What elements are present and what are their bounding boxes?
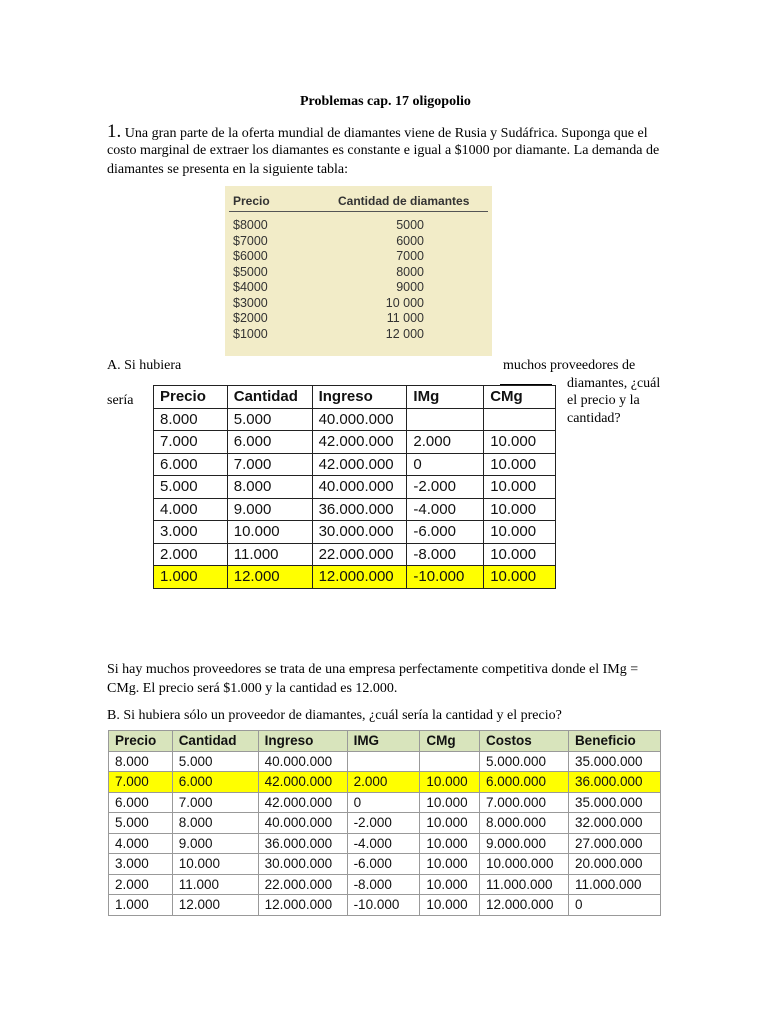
demand-header-quantity: Cantidad de diamantes [338,194,470,208]
problem-1-line-2: costo marginal de extraer los diamantes es constante e igual a $1000 por diamante. La demanda de [107,143,660,158]
table-cell: -8.000 [407,543,484,566]
table-cell: 42.000.000 [312,453,407,476]
table-header-cell: IMg [407,386,484,409]
table-cell: 0 [407,453,484,476]
question-a-part-4: el precio y la [567,393,640,408]
table-cell: 30.000.000 [312,521,407,544]
table-header-cell: IMG [347,731,420,752]
table-header-row [109,731,661,752]
table-row [154,498,556,521]
table-cell: 27.000.000 [568,833,660,854]
table-cell: -4.000 [407,498,484,521]
table-cell: 10.000 [484,521,556,544]
answer-a-line-2: CMg. El precio será $1.000 y la cantidad es 12.000. [107,681,398,696]
demand-table [225,186,492,356]
problem-1-line-3: diamantes se presenta en la siguiente tabla: [107,162,349,177]
table-cell: 2.000 [347,772,420,793]
table-cell: 40.000.000 [312,476,407,499]
table-cell: 10.000 [420,833,480,854]
table-row [154,476,556,499]
table-cell: 22.000.000 [258,874,347,895]
table-cell: 6.000 [227,431,312,454]
table-cell: -6.000 [347,854,420,875]
table-cell: 40.000.000 [312,408,407,431]
table-cell: 8.000 [154,408,228,431]
table-cell: 10.000 [484,566,556,589]
table-cell: 10.000 [484,476,556,499]
table-cell: 5.000 [227,408,312,431]
table-cell: 0 [347,792,420,813]
table-cell: 20.000.000 [568,854,660,875]
question-a-part-5: cantidad? [567,411,621,426]
table-cell: -4.000 [347,833,420,854]
table-cell: -6.000 [407,521,484,544]
table-cell: 11.000.000 [479,874,568,895]
table-cell: 5.000 [172,751,258,772]
demand-price-cell: $3000 [233,295,268,310]
table-row [109,772,661,793]
table-header-row [154,386,556,409]
table-cell: 10.000 [420,792,480,813]
table-row [109,751,661,772]
table-header-cell: CMg [484,386,556,409]
table-cell: 10.000 [420,813,480,834]
table-header-cell: Precio [109,731,173,752]
problem-1-line-1 [107,122,648,143]
table-row [154,543,556,566]
table-cell: 32.000.000 [568,813,660,834]
table-row [154,408,556,431]
demand-quantity-cell: 11 000 [386,311,424,325]
question-b: B. Si hubiera sólo un proveedor de diamantes, ¿cuál sería la cantidad y el precio? [107,708,562,723]
table-cell: 12.000.000 [479,895,568,916]
table-cell: 7.000 [172,792,258,813]
table-cell [407,408,484,431]
table-cell: 0 [568,895,660,916]
table-cell: 10.000 [484,498,556,521]
question-a-start: A. Si hubiera [107,358,182,373]
answer-a-line-1: Si hay muchos proveedores se trata de una empresa perfectamente competitiva donde el IMg = [107,662,639,677]
demand-quantity-cell: 6000 [396,233,424,248]
demand-quantity-column [386,218,424,342]
table-cell: 35.000.000 [568,751,660,772]
table-cell: 6.000.000 [479,772,568,793]
table-cell: -2.000 [407,476,484,499]
table-cell: 9.000.000 [479,833,568,854]
table-cell: 11.000.000 [568,874,660,895]
table-row [109,833,661,854]
table-cell: 3.000 [154,521,228,544]
table-cell: 11.000 [172,874,258,895]
table-cell: 8.000.000 [479,813,568,834]
table-cell: 10.000 [420,854,480,875]
demand-header-divider [229,211,488,212]
demand-quantity-cell: 5000 [396,218,424,232]
table-row [154,521,556,544]
page-title: Problemas cap. 17 oligopolio [300,94,471,109]
table-cell: 10.000 [484,431,556,454]
problem-1-text-1: Una gran parte de la oferta mundial de diamantes viene de Rusia y Sudáfrica. Suponga que el [124,126,648,141]
table-cell: 9.000 [227,498,312,521]
table-cell: 7.000.000 [479,792,568,813]
table-cell: -8.000 [347,874,420,895]
table-cell: 42.000.000 [312,431,407,454]
demand-price-cell: $2000 [233,311,268,325]
table-cell: 4.000 [109,833,173,854]
table-header-cell: Ingreso [258,731,347,752]
table-row [109,874,661,895]
table-cell: 7.000 [109,772,173,793]
demand-price-cell: $5000 [233,264,268,279]
demand-quantity-cell: 9000 [396,280,424,294]
demand-price-cell: $4000 [233,280,268,294]
table-cell: 6.000 [109,792,173,813]
table-cell: 40.000.000 [258,813,347,834]
table-row [109,792,661,813]
table-header-cell: Precio [154,386,228,409]
table-cell: 5.000 [109,813,173,834]
table-cell: 10.000.000 [479,854,568,875]
table-cell: 40.000.000 [258,751,347,772]
table-cell: 3.000 [109,854,173,875]
table-cell: 2.000 [109,874,173,895]
table-cell [347,751,420,772]
table-b [108,730,661,916]
table-cell: 5.000 [154,476,228,499]
table-cell: 35.000.000 [568,792,660,813]
table-row [109,854,661,875]
table-cell: 10.000 [420,772,480,793]
table-cell: 42.000.000 [258,772,347,793]
table-cell: 42.000.000 [258,792,347,813]
demand-price-cell: $1000 [233,326,268,341]
table-cell: 8.000 [227,476,312,499]
demand-price-cell: $7000 [233,233,268,248]
table-cell: 9.000 [172,833,258,854]
table-cell: 12.000 [172,895,258,916]
demand-price-column [233,218,268,342]
table-cell: 8.000 [109,751,173,772]
table-header-cell: Cantidad [172,731,258,752]
table-header-cell: Cantidad [227,386,312,409]
table-cell: -10.000 [407,566,484,589]
table-cell: 2.000 [407,431,484,454]
table-cell: 10.000 [172,854,258,875]
table-cell [420,751,480,772]
demand-quantity-cell: 8000 [396,264,424,279]
table-row [154,453,556,476]
table-cell: 10.000 [420,895,480,916]
table-cell: -10.000 [347,895,420,916]
table-cell: 10.000 [484,453,556,476]
table-row [109,895,661,916]
question-a-part-2: muchos proveedores de [503,358,636,373]
table-cell: 30.000.000 [258,854,347,875]
table-cell [484,408,556,431]
demand-quantity-cell: 7000 [396,249,424,263]
table-cell: 12.000.000 [258,895,347,916]
table-cell: 7.000 [154,431,228,454]
table-row [154,566,556,589]
table-cell: 2.000 [154,543,228,566]
demand-quantity-cell: 10 000 [385,295,424,310]
table-header-cell: Ingreso [312,386,407,409]
demand-price-cell: $6000 [233,249,268,263]
table-cell: 36.000.000 [568,772,660,793]
table-cell: 1.000 [154,566,228,589]
table-cell: 10.000 [227,521,312,544]
table-cell: 22.000.000 [312,543,407,566]
problem-number: 1. [107,121,122,142]
table-cell: 8.000 [172,813,258,834]
table-cell: 10.000 [420,874,480,895]
table-cell: 11.000 [227,543,312,566]
table-cell: 1.000 [109,895,173,916]
question-a-seria: sería [107,393,134,408]
table-cell: 7.000 [227,453,312,476]
table-cell: 6.000 [154,453,228,476]
table-cell: 5.000.000 [479,751,568,772]
table-cell: 36.000.000 [258,833,347,854]
table-row [154,431,556,454]
table-cell: 12.000 [227,566,312,589]
table-a [153,385,556,589]
table-cell: 12.000.000 [312,566,407,589]
table-cell: 4.000 [154,498,228,521]
table-cell: 10.000 [484,543,556,566]
table-row [109,813,661,834]
question-a-part-3: diamantes, ¿cuál [567,376,661,391]
demand-header-price: Precio [233,194,270,208]
demand-quantity-cell: 12 000 [385,326,424,341]
table-header-cell: Beneficio [568,731,660,752]
table-cell: 36.000.000 [312,498,407,521]
table-cell: 6.000 [172,772,258,793]
table-cell: -2.000 [347,813,420,834]
table-header-cell: Costos [479,731,568,752]
demand-price-cell: $8000 [233,218,268,232]
table-header-cell: CMg [420,731,480,752]
